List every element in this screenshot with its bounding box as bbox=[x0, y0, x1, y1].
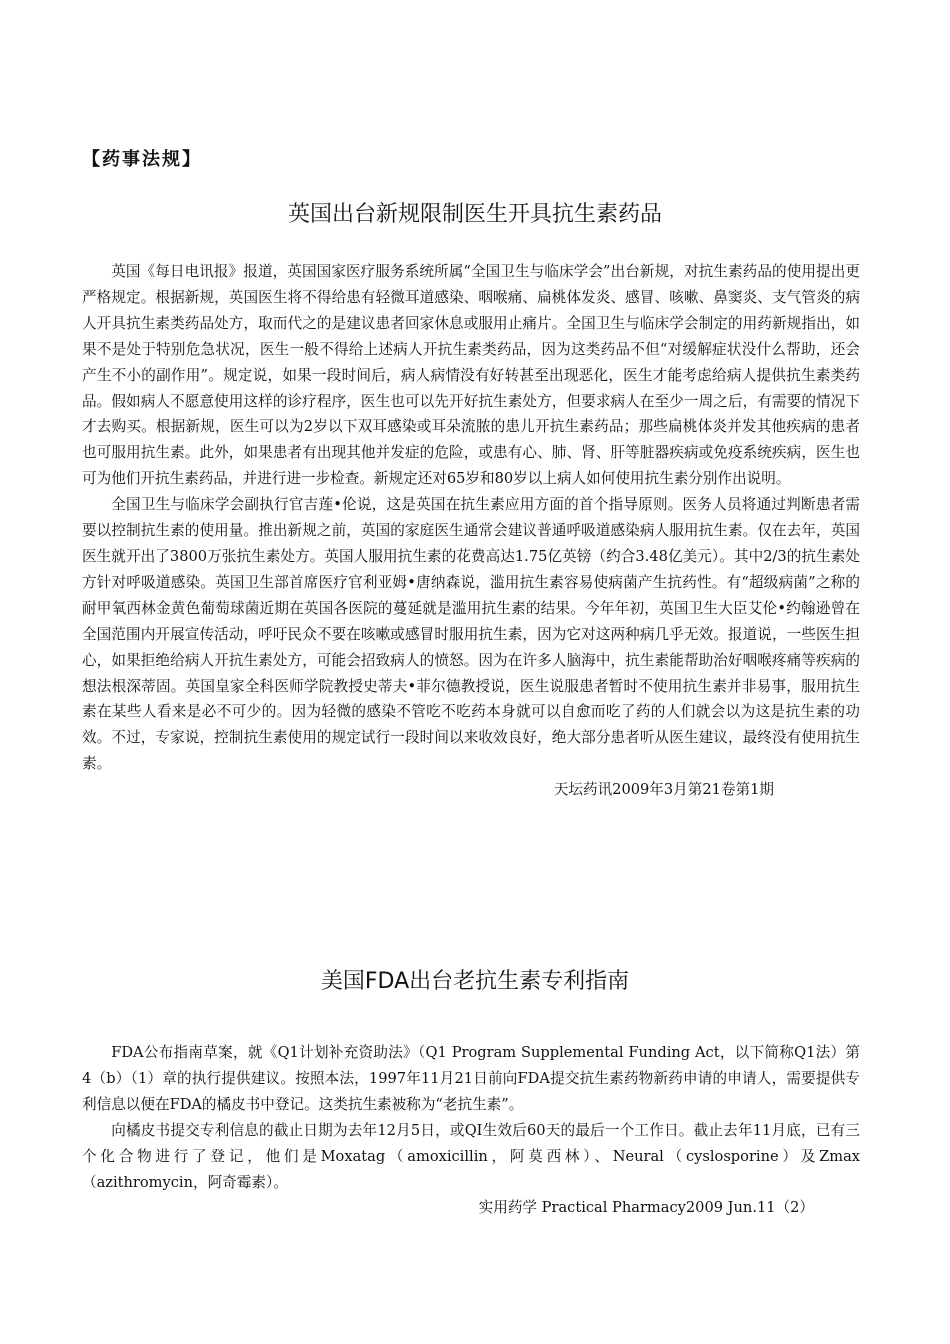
article-source: 实用药学 Practical Pharmacy2009 Jun.11（2） bbox=[478, 1199, 814, 1217]
article-body-uk-antibiotics bbox=[82, 259, 860, 803]
paragraph: 全国卫生与临床学会副执行官吉莲•伦说，这是英国在抗生素应用方面的首个指导原则。医务人员将通过判断患者需要以控制抗生素的使用量。推出新规之前，英国的家庭医生通常会建议普通呼吸道感染病人服用抗生素。仅在去年，英国医生就开出了3800万张抗生素处方。英国人服用抗生素的花费高达1.75亿英镑（约合3.48亿美元）。其中2/3的抗生素处方针对呼吸道感染。英国卫生部首席医疗官利亚姆•唐纳森说，滥用抗生素容易使病菌产生抗药性。有“超级病菌”之称的耐甲氧西林金黄色葡萄球菌近期在英国各医院的蔓延就是滥用抗生素的结果。今年年初，英国卫生大臣艾伦•约翰逊曾在全国范围内开展宣传活动，呼吁民众不要在咳嗽或感冒时服用抗生素，因为它对这两种病几乎无效。报道说，一些医生担心，如果拒绝给病人开抗生素处方，可能会招致病人的愤怒。因为在许多人脑海中，抗生素能帮助治好咽喉疼痛等疾病的想法根深蒂固。英国皇家全科医师学院教授史蒂夫•菲尔德教授说，医生说服患者暂时不使用抗生素并非易事，服用抗生素在某些人看来是必不可少的。因为轻微的感染不管吃不吃药本身就可以自愈而吃了药的人们就会以为这是抗生素的功效。不过，专家说，控制抗生素使用的规定试行一段时间以来收效良好，绝大部分患者听从医生建议，最终没有使用抗生素。 bbox=[82, 496, 860, 773]
article-title-uk-antibiotics: 英国出台新规限制医生开具抗生素药品 bbox=[287, 202, 662, 227]
paragraph: 英国《每日电讯报》报道，英国国家医疗服务系统所属“全国卫生与临床学会”出台新规，对抗生素药品的使用提出更严格规定。根据新规，英国医生将不得给患有轻微耳道感染、咽喉痛、扁桃体发炎、感冒、咳嗽、鼻窦炎、支气管炎的病人开具抗生素类药品处方，取而代之的是建议患者回家休息或服用止痛片。全国卫生与临床学会制定的用药新规指出，如果不是处于特别危急状况，医生一般不得给上述病人开抗生素类药品，因为这类药品不但“对缓解症状没什么帮助，还会产生不小的副作用”。规定说，如果一段时间后，病人病情没有好转甚至出现恶化，医生才能考虑给病人提供抗生素类药品。假如病人不愿意使用这样的诊疗程序，医生也可以先开好抗生素处方，但要求病人在至少一周之后，有需要的情况下才去购买。根据新规，医生可以为2岁以下双耳感染或耳朵流脓的患儿开抗生素药品；那些扁桃体炎并发其他疾病的患者也可服用抗生素。此外，如果患者有出现其他并发症的危险，或患有心、肺、肾、肝等脏器疾病或免疫系统疾病，医生也可为他们开抗生素药品，并进行进一步检查。新规定还对65岁和80岁以上病人如何使用抗生素分别作出说明。 bbox=[82, 263, 860, 488]
paragraph: FDA公布指南草案，就《Q1计划补充资助法》（Q1 Program Supplemental Funding Act，以下简称Q1法）第4（b）（1）章的执行提供建议。按照本法，1997年11月21日前向FDA提交抗生素药物新药申请的申请人，需要提供专利信息以便在FDA的橘皮书中登记。这类抗生素被称为“老抗生素”。 bbox=[82, 1044, 860, 1113]
article-title-fda-antibiotic-patent: 美国FDA出台老抗生素专利指南 bbox=[320, 969, 630, 994]
paragraph: 向橘皮书提交专利信息的截止日期为去年12月5日，或QI生效后60天的最后一个工作日。截止去年11月底，已有三个化合物进行了登记，他们是Moxatag（amoxicillin，阿莫西林）、Neural（cyslosporine）及Zmax（azithromycin，阿奇霉素）。 bbox=[82, 1121, 860, 1191]
section-tag: 【药事法规】 bbox=[82, 149, 202, 170]
article-body-fda-antibiotic-patent bbox=[82, 1040, 860, 1221]
article-source: 天坛药讯2009年3月第21卷第1期 bbox=[553, 781, 774, 799]
